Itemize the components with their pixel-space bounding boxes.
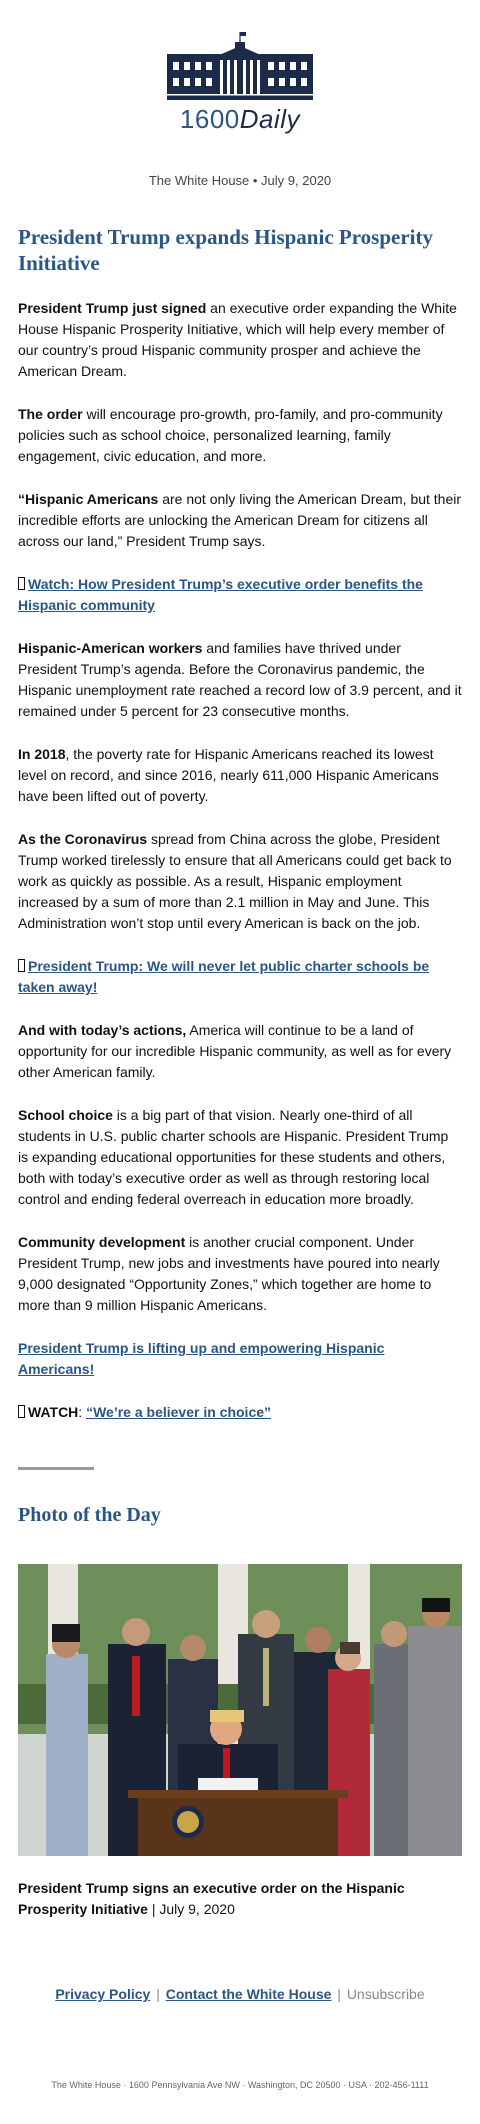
photo-of-the-day-image — [18, 1564, 462, 1856]
footer-separator: | — [337, 1986, 341, 2002]
paragraph-8 — [18, 1105, 462, 1210]
paragraph-lead: President Trump just signed — [18, 300, 207, 316]
paragraph-lead: The order — [18, 406, 83, 422]
paragraph-lead: School choice — [18, 1107, 113, 1123]
empowering-hispanic-americans-link[interactable]: President Trump is lifting up and empowering Hispanic Americans! — [18, 1340, 385, 1377]
brand-wordmark — [0, 104, 480, 135]
paragraph-lead: As the Coronavirus — [18, 831, 148, 847]
paragraph-lead: Community development — [18, 1234, 186, 1250]
paragraph-text: will encourage pro-growth, pro-family, and pro-community policies such as school choice, personalized learning, family engagement, civic education, and more. — [18, 406, 443, 464]
paragraph-text: and families have thrived under President Trump’s agenda. Before the Coronavirus pandemic, the Hispanic unemployment rate reached a record low of 3.9 percent, and it remained under 5 percent for 23 consecutive months. — [18, 640, 462, 719]
link-paragraph-2 — [18, 956, 462, 998]
paragraph-text: is another crucial component. Under President Trump, new jobs and investments have poured into nearly 9,000 designated “Opportunity Zones,” which together are home to more than 9 million Hispanic Americans. — [18, 1234, 440, 1313]
photo-of-the-day-title: Photo of the Day — [18, 1504, 161, 1526]
photo-caption — [18, 1878, 462, 1920]
believer-in-choice-link[interactable]: “We’re a believer in choice” — [86, 1404, 272, 1420]
article — [0, 224, 480, 2002]
paragraph-lead: In 2018 — [18, 746, 66, 762]
paragraph-lead: And with today’s actions, — [18, 1022, 187, 1038]
missing-glyph-icon — [18, 577, 25, 590]
unsubscribe-link[interactable]: Unsubscribe — [346, 1986, 425, 2002]
paragraph-2 — [18, 404, 462, 467]
paragraph-9 — [18, 1232, 462, 1316]
watch-executive-order-link[interactable]: Watch: How President Trump’s executive order benefits the Hispanic community — [18, 576, 423, 613]
email-header — [0, 0, 480, 135]
paragraph-text: , the poverty rate for Hispanic Americans reached its lowest level on record, and since 2016, nearly 611,000 Hispanic Americans have been lifted out of poverty. — [18, 746, 439, 804]
watch-line — [18, 1402, 462, 1423]
paragraph-lead: Hispanic-American workers — [18, 640, 203, 656]
paragraph-7 — [18, 1020, 462, 1083]
paragraph-text: is a big part of that vision. Nearly one-third of all students in U.S. public charter schools are Hispanic. President Trump is expanding educational opportunities for these students and others, both with today’s executive order as well as through restoring local control and ending federal overreach in education more broadly. — [18, 1107, 449, 1207]
section-divider — [18, 1467, 94, 1470]
privacy-policy-link[interactable]: Privacy Policy — [55, 1986, 151, 2002]
caption-date: | July 9, 2020 — [147, 1901, 235, 1917]
paragraph-6 — [18, 829, 462, 934]
brand-number: 1600 — [179, 104, 240, 134]
paragraph-text: America will continue to be a land of opportunity for our incredible Hispanic community, as well as for every other American family. — [18, 1022, 452, 1080]
footer-address: The White House · 1600 Pennsylvania Ave NW · Washington, DC 20500 · USA · 202-456-1111 — [51, 2080, 429, 2090]
paragraph-5 — [18, 744, 462, 807]
paragraph-1 — [18, 298, 462, 382]
paragraph-text: spread from China across the globe, President Trump worked tirelessly to ensure that all Americans could get back to work as quickly as possible. As a result, Hispanic employment increased by a sum of more than 2.1 million in May and June. This Administration won’t stop until every American is back on the job. — [18, 831, 452, 931]
contact-white-house-link[interactable]: Contact the White House — [165, 1986, 332, 2002]
link-paragraph-1 — [18, 574, 462, 616]
paragraph-text: are not only living the American Dream, but their incredible efforts are unlocking the American Dream for citizens all across our land,” President Trump says. — [18, 491, 462, 549]
dateline: The White House • July 9, 2020 — [148, 173, 332, 188]
missing-glyph-icon — [18, 959, 25, 972]
footer-links — [18, 1986, 462, 2002]
footer-separator: | — [156, 1986, 160, 2002]
paragraph-4 — [18, 638, 462, 722]
paragraph-3 — [18, 489, 462, 552]
paragraph-lead: “Hispanic Americans — [18, 491, 159, 507]
headline: President Trump expands Hispanic Prosperity Initiative — [18, 225, 433, 275]
missing-glyph-icon — [18, 1405, 25, 1418]
paragraph-text: an executive order expanding the White House Hispanic Prosperity Initiative, which will help every member of our country’s proud Hispanic community prosper and achieve the American Dream. — [18, 300, 457, 379]
brand-word: Daily — [239, 104, 301, 134]
charter-schools-link[interactable]: President Trump: We will never let public charter schools be taken away! — [18, 958, 430, 995]
link-paragraph-3 — [18, 1338, 462, 1380]
watch-colon: : — [78, 1404, 87, 1420]
white-house-logo-icon — [165, 30, 315, 102]
watch-label: WATCH — [28, 1404, 79, 1420]
caption-bold: President Trump signs an executive order on the Hispanic Prosperity Initiative — [18, 1880, 405, 1917]
